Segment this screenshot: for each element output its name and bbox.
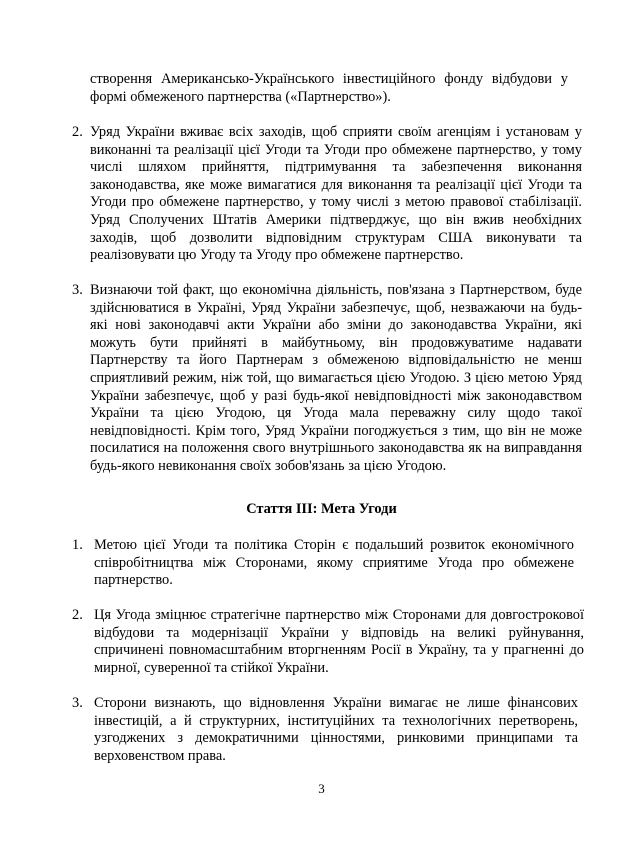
article-heading: Стаття III: Мета Угоди (246, 501, 397, 517)
list-item-number: 2. (72, 607, 83, 623)
list-item-number: 1. (72, 537, 83, 553)
list-item-number: 2. (72, 124, 83, 140)
list-item-text: Сторони визнають, що відновлення України вимагає не лише фінансових інвестицій, а й структурних, інституційних та технологічних перетворень, узгоджених з демократичними цінностями, ринковими принципами та верховенством права. (94, 695, 578, 764)
continuation-paragraph: створення Американсько-Українського інвестиційного фонду відбудови у формі обмеженого партнерства («Партнерство»). (90, 71, 568, 105)
list-item-number: 3. (72, 695, 83, 711)
list-item-number: 3. (72, 282, 83, 298)
list-item-text: Ця Угода зміцнює стратегічне партнерство між Сторонами для довгострокової відбудови та модернізації України у відповідь на великі руйнування, спричинені повномасштабним вторгненням Росії в Україну, та у прагненні до мирної, суверенної та стійкої України. (94, 607, 584, 676)
list-item-text: Метою цієї Угоди та політика Сторін є подальший розвиток економічного співробітництва між Сторонами, якому сприятиме Угода про обмежене партнерство. (94, 537, 574, 589)
list-item-text: Визнаючи той факт, що економічна діяльність, пов'язана з Партнерством, буде здійснюватися в Україні, Уряд України забезпечує, щоб, незважаючи на будь-які нові законодавчі акти України або зміни до законодавства України, які можуть бути прийняті в майбутньому, він продовжуватиме надавати Партнерству та його Партнерам з обмеженою відповідальністю не менш сприятливий режим, ніж той, що вимагається цією Угодою. З цією метою Уряд України забезпечує, щоб у разі будь-якої невідповідності між законодавством України та цією Угодою, ця Угода мала переважну силу щодо такої невідповідності. Крім того, Уряд України погоджується з тим, що він не може посилатися на положення свого внутрішнього законодавства як на виправдання будь-якого невиконання своїх зобов'язань за цією Угодою. (90, 282, 582, 474)
list-item-text: Уряд України вживає всіх заходів, щоб сприяти своїм агенціям і установам у виконанні та реалізації цієї Угоди та Угоди про обмежене партнерство, у тому числі шляхом прийняття, підтримування та забезпечення виконання законодавства, яке може вимагатися для виконання та реалізації цієї Угоди та Угоди про обмежене партнерство, у тому числі з метою правової стабілізації. Уряд Сполучених Штатів Америки підтверджує, що він вжив необхідних заходів, щоб дозволити відповідним структурам США виконувати та реалізовувати цю Угоду та Угоду про обмежене партнерство. (90, 124, 582, 264)
page-number: 3 (318, 781, 325, 796)
